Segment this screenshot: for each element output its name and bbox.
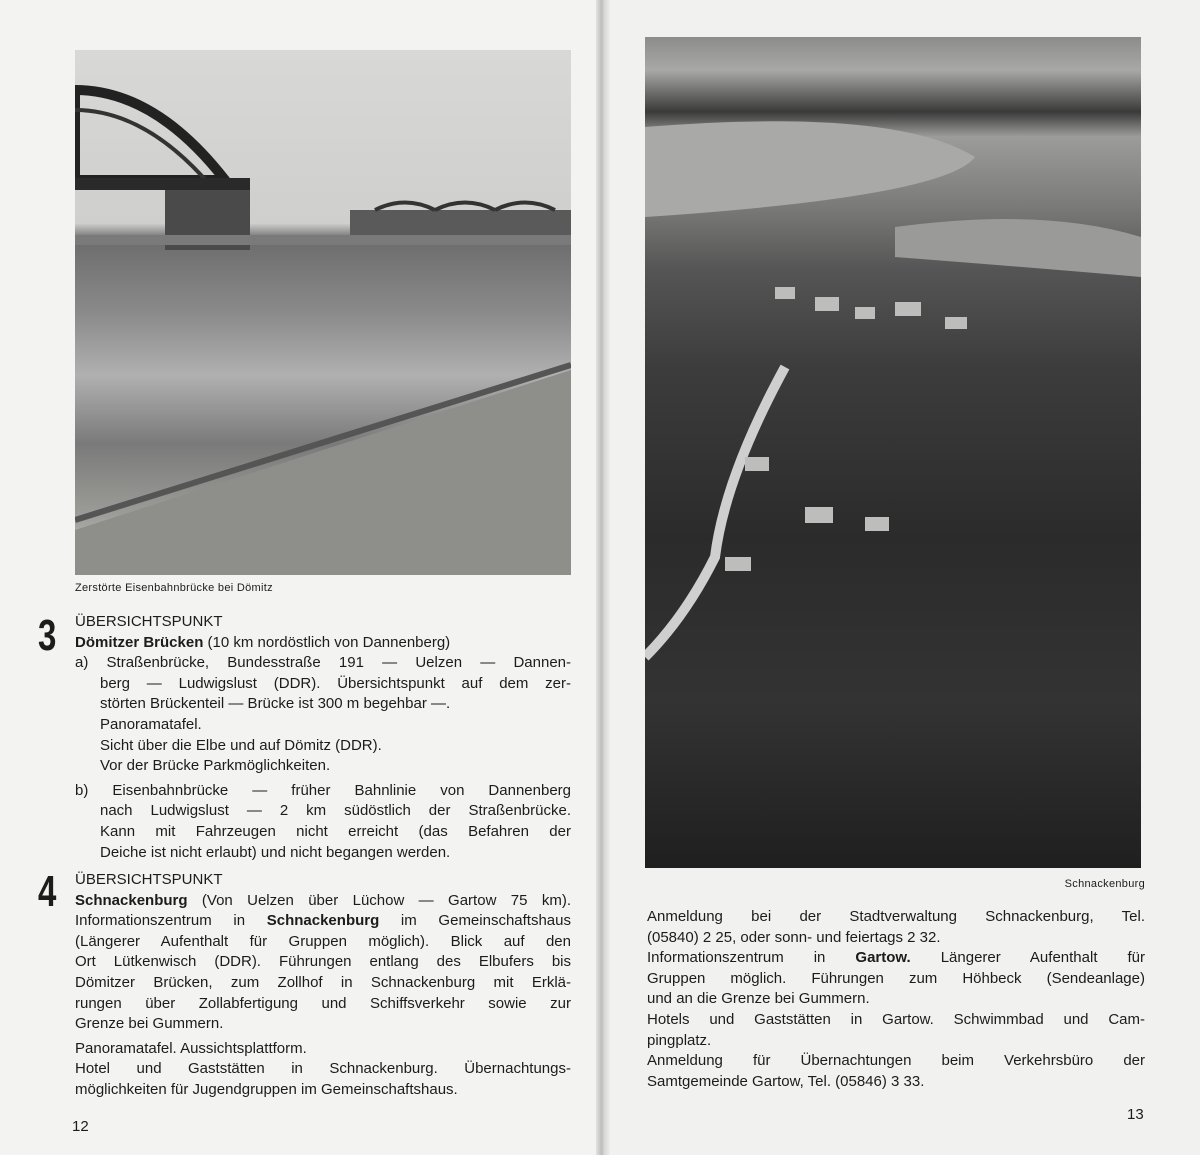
text: berg — Ludwigslust (DDR). Übersichtspunkt auf dem zer-	[100, 674, 571, 692]
text: und an die Grenze bei Gummern.	[647, 990, 870, 1008]
text-line	[647, 928, 1145, 949]
text: Vor der Brücke Parkmöglichkeiten.	[100, 757, 331, 775]
text: Anmeldung bei der Stadtverwaltung Schnackenburg, Tel.	[647, 908, 1145, 925]
right-page-text	[647, 907, 1145, 1092]
text-line	[75, 843, 571, 864]
text: Längerer Aufenthalt für	[910, 949, 1145, 967]
text: ÜBERSICHTSPUNKT	[75, 613, 223, 630]
page-number: 12	[72, 1118, 89, 1135]
text: rungen über Zollabfertigung und Schiffsverkehr sowie zur	[75, 994, 571, 1012]
text: (10 km nordöstlich von Dannenberg)	[203, 633, 451, 651]
text-line	[75, 633, 571, 654]
photo-schnackenburg-aerial	[645, 37, 1141, 868]
text-line	[75, 822, 571, 843]
text-line	[75, 891, 571, 912]
right-page	[600, 0, 1200, 1155]
text: Hotel und Gaststätten in Schnackenburg. Übernachtungs-	[75, 1060, 571, 1078]
text-line	[75, 801, 571, 822]
text: möglichkeiten für Jugendgruppen im Gemeinschaftshaus.	[75, 1080, 458, 1098]
text-line	[75, 932, 571, 953]
bold-text: Gartow.	[855, 949, 911, 967]
text: Informationszentrum in	[647, 949, 856, 967]
photo-destroyed-railway-bridge	[75, 50, 571, 575]
text-line	[647, 907, 1145, 928]
text: pingplatz.	[647, 1031, 712, 1049]
text-line	[75, 911, 571, 932]
book-gutter	[596, 0, 610, 1155]
text-line	[75, 994, 571, 1015]
text: nach Ludwigslust — 2 km südöstlich der Straßenbrücke.	[100, 802, 571, 820]
text-line	[75, 1059, 571, 1080]
text: Panoramatafel. Aussichtsplattform.	[75, 1039, 307, 1057]
section-number-3: 3	[38, 611, 57, 660]
text: a) Straßenbrücke, Bundesstraße 191 — Uelzen — Dannen-	[75, 654, 571, 672]
text: Dömitzer Brücken, zum Zollhof in Schnackenburg mit Erklä-	[75, 973, 571, 991]
section-4-text	[75, 870, 571, 1101]
text: Hotels und Gaststätten in Gartow. Schwimmbad und Cam-	[647, 1010, 1145, 1028]
text-line	[75, 952, 571, 973]
photo-caption: Zerstörte Eisenbahnbrücke bei Dömitz	[75, 582, 273, 594]
text-line	[75, 781, 571, 802]
text: Anmeldung für Übernachtungen beim Verkehrsbüro der	[647, 1052, 1145, 1070]
bold-text: Schnackenburg	[75, 891, 188, 909]
text-line	[647, 1072, 1145, 1093]
text-line	[647, 989, 1145, 1010]
text-line	[75, 870, 571, 891]
text: Kann mit Fahrzeugen nicht erreicht (das Befahren der	[100, 822, 571, 840]
text-line	[75, 715, 571, 736]
section-number-4: 4	[38, 867, 57, 916]
text-line	[75, 736, 571, 757]
text-line	[647, 1051, 1145, 1072]
text: störten Brückenteil — Brücke ist 300 m begehbar —.	[100, 695, 451, 713]
text-line	[647, 1031, 1145, 1052]
text-line	[75, 694, 571, 715]
text-line	[75, 1014, 571, 1035]
text: im Gemeinschaftshaus	[379, 912, 571, 930]
text: (05840) 2 25, oder sonn- und feiertags 2 32.	[647, 928, 941, 946]
text: Samtgemeinde Gartow, Tel. (05846) 3 33.	[647, 1072, 925, 1090]
text: (Von Uelzen über Lüchow — Gartow 75 km).	[187, 891, 571, 909]
section-3-text	[75, 612, 571, 863]
text-line	[647, 969, 1145, 990]
text-line	[75, 674, 571, 695]
text-line	[75, 1080, 571, 1101]
text: Gruppen möglich. Führungen zum Höhbeck (Sendeanlage)	[647, 969, 1145, 987]
text: ÜBERSICHTSPUNKT	[75, 871, 223, 888]
text-line	[647, 948, 1145, 969]
text-line	[647, 1010, 1145, 1031]
text: b) Eisenbahnbrücke — früher Bahnlinie von Dannenberg	[75, 781, 571, 799]
text: Panoramatafel.	[100, 715, 202, 733]
text: Deiche ist nicht erlaubt) und nicht begangen werden.	[100, 843, 451, 861]
text-line	[75, 756, 571, 777]
bold-text: Dömitzer Brücken	[75, 633, 204, 651]
page-number: 13	[1127, 1106, 1144, 1123]
text: Sicht über die Elbe und auf Dömitz (DDR).	[100, 736, 382, 754]
text: Ort Lütkenwisch (DDR). Führungen entlang des Elbufers bis	[75, 953, 571, 971]
bold-text: Schnackenburg	[266, 912, 380, 930]
text: Grenze bei Gummern.	[75, 1015, 224, 1033]
photo-caption: Schnackenburg	[1064, 878, 1145, 890]
text-line	[75, 1039, 571, 1060]
text-line	[75, 653, 571, 674]
text: (Längerer Aufenthalt für Gruppen möglich). Blick auf den	[75, 932, 571, 950]
text: Informationszentrum in	[75, 912, 267, 930]
text-line	[75, 612, 571, 633]
text-line	[75, 973, 571, 994]
